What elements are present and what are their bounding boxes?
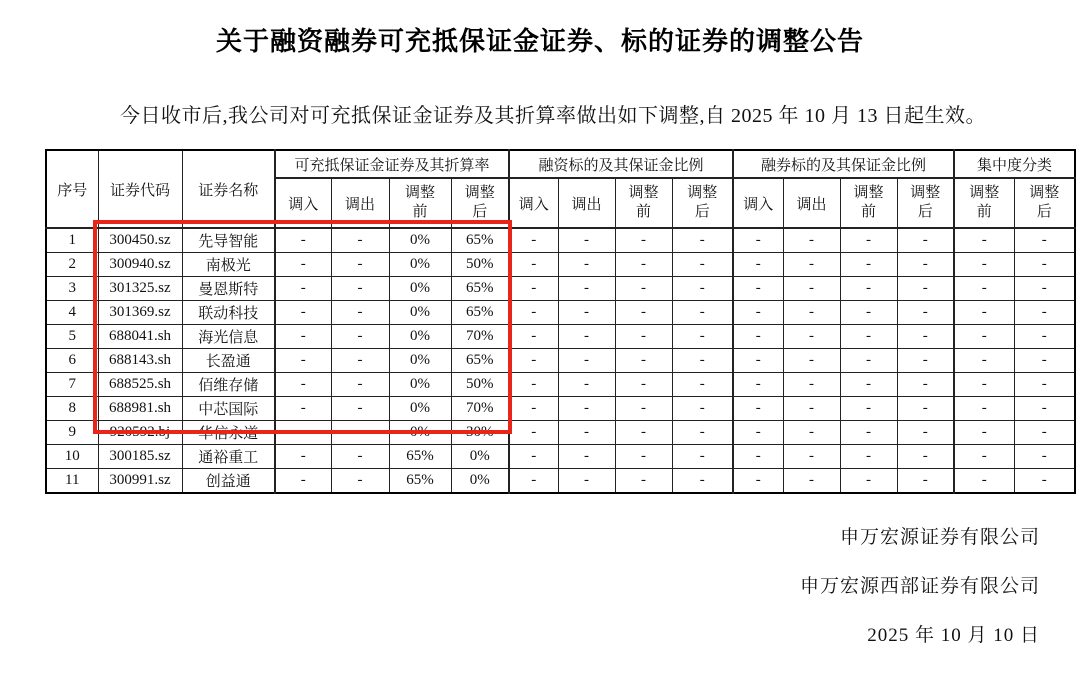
table-cell: - (840, 228, 897, 253)
table-row (46, 373, 1075, 397)
table-row (46, 228, 1075, 253)
table-row (46, 445, 1075, 469)
table-cell: 688525.sh (98, 373, 182, 397)
table-cell: - (672, 253, 733, 277)
table-cell: - (897, 277, 954, 301)
table-cell: 通裕重工 (182, 445, 275, 469)
table-header (46, 150, 1075, 228)
subcol-g4-after (1014, 178, 1075, 228)
table-cell: - (509, 301, 558, 325)
table-cell: - (558, 325, 615, 349)
table-cell: - (733, 277, 783, 301)
table-cell: 9 (46, 421, 98, 445)
table-cell: - (783, 228, 840, 253)
table-row (46, 253, 1075, 277)
table-cell: - (672, 228, 733, 253)
table-cell: - (558, 253, 615, 277)
table-cell: 佰维存储 (182, 373, 275, 397)
table-cell: 南极光 (182, 253, 275, 277)
table-cell: - (275, 397, 331, 421)
table-cell: - (733, 301, 783, 325)
table-cell: 曼恩斯特 (182, 277, 275, 301)
table-cell: - (1014, 253, 1075, 277)
table-cell: 创益通 (182, 469, 275, 494)
table-cell: 3 (46, 277, 98, 301)
header-row-groups (46, 150, 1075, 178)
table-cell: - (897, 421, 954, 445)
table-cell: 4 (46, 301, 98, 325)
table-cell: - (897, 228, 954, 253)
table-cell: - (331, 277, 389, 301)
table-cell: - (615, 397, 672, 421)
table-cell: - (897, 253, 954, 277)
table-cell: - (558, 373, 615, 397)
table-cell: - (331, 397, 389, 421)
table-cell: 65% (389, 469, 451, 494)
table-cell: - (275, 301, 331, 325)
table-cell: - (275, 325, 331, 349)
table-cell: 65% (451, 349, 509, 373)
table-cell: 0% (389, 228, 451, 253)
table-cell: 1 (46, 228, 98, 253)
table-cell: - (615, 469, 672, 494)
intro-paragraph: 今日收市后,我公司对可充抵保证金证券及其折算率做出如下调整,自 2025 年 10 月 13 日起生效。 (120, 105, 986, 127)
table-cell: - (672, 421, 733, 445)
table-cell: - (733, 421, 783, 445)
table-cell: - (954, 469, 1014, 494)
table-cell: - (733, 228, 783, 253)
table-cell: - (954, 421, 1014, 445)
table-cell: - (840, 397, 897, 421)
subcol-g2-before (615, 178, 672, 228)
table-cell: - (954, 445, 1014, 469)
table-cell: - (1014, 373, 1075, 397)
table-row (46, 301, 1075, 325)
company-line-1: 申万宏源证券有限公司 (839, 527, 1040, 548)
table-cell: - (331, 325, 389, 349)
table-cell: - (840, 349, 897, 373)
table-cell: - (840, 445, 897, 469)
table-cell: - (733, 373, 783, 397)
subcol-g2-in (509, 178, 558, 228)
table-cell: - (954, 397, 1014, 421)
subcol-label: 调整前 (969, 185, 1000, 220)
table-cell: - (275, 469, 331, 494)
subcol-g3-before (840, 178, 897, 228)
subcol-label: 调出 (571, 196, 602, 213)
announcement-page (0, 26, 1080, 646)
subcol-label: 调出 (344, 196, 375, 213)
table-cell: - (954, 277, 1014, 301)
table-cell: 300940.sz (98, 253, 182, 277)
table-cell: 70% (451, 325, 509, 349)
table-cell: 7 (46, 373, 98, 397)
table-cell: - (783, 373, 840, 397)
table-cell: - (783, 253, 840, 277)
table-cell: 688041.sh (98, 325, 182, 349)
table-cell: - (672, 277, 733, 301)
table-cell: 5 (46, 325, 98, 349)
table-cell: 8 (46, 397, 98, 421)
group-header-collateral-ratio: 可充抵保证金证券及其折算率 (275, 150, 509, 178)
table-cell: - (331, 349, 389, 373)
table-cell: - (783, 421, 840, 445)
table-cell: - (733, 469, 783, 494)
table-cell: 0% (389, 421, 451, 445)
table-cell: - (558, 445, 615, 469)
table-cell: - (509, 325, 558, 349)
table-cell: - (1014, 301, 1075, 325)
table-cell: - (558, 421, 615, 445)
group-header-concentration: 集中度分类 (954, 150, 1075, 178)
table-cell: - (897, 325, 954, 349)
table-cell: - (615, 301, 672, 325)
table-cell: - (615, 277, 672, 301)
table-cell: - (897, 349, 954, 373)
subcol-g2-after (672, 178, 733, 228)
table-cell: - (509, 253, 558, 277)
table-row (46, 421, 1075, 445)
table-cell: 10 (46, 445, 98, 469)
table-cell: 0% (389, 277, 451, 301)
table-cell: 先导智能 (182, 228, 275, 253)
table-cell: 300991.sz (98, 469, 182, 494)
table-cell: - (1014, 325, 1075, 349)
table-cell: 300185.sz (98, 445, 182, 469)
table-cell: - (509, 277, 558, 301)
table-cell: - (840, 301, 897, 325)
table-cell: - (733, 349, 783, 373)
subcol-label: 调出 (796, 196, 827, 213)
table-cell: - (1014, 228, 1075, 253)
table-cell: 0% (451, 445, 509, 469)
table-cell: - (954, 253, 1014, 277)
table-cell: 0% (389, 397, 451, 421)
table-cell: - (783, 469, 840, 494)
company-line-2: 申万宏源西部证券有限公司 (799, 576, 1040, 597)
table-cell: - (840, 469, 897, 494)
table-row (46, 277, 1075, 301)
table-cell: - (733, 325, 783, 349)
table-cell: - (558, 277, 615, 301)
subcol-g1-before (389, 178, 451, 228)
col-header-name: 证券名称 (182, 150, 275, 228)
subcol-g3-after (897, 178, 954, 228)
table-cell: - (275, 421, 331, 445)
table-cell: - (954, 301, 1014, 325)
table-cell: - (672, 445, 733, 469)
table-cell: - (275, 228, 331, 253)
table-cell: 中芯国际 (182, 397, 275, 421)
table-cell: 联动科技 (182, 301, 275, 325)
table-cell: - (275, 445, 331, 469)
subcol-label: 调入 (518, 196, 549, 213)
table-row (46, 469, 1075, 494)
table-cell: - (783, 301, 840, 325)
subcol-label: 调整后 (687, 185, 718, 220)
col-header-seq: 序号 (46, 150, 98, 228)
table-cell: - (615, 253, 672, 277)
table-cell: - (509, 445, 558, 469)
table-cell: 688981.sh (98, 397, 182, 421)
subcol-g3-out (783, 178, 840, 228)
table-cell: 0% (389, 349, 451, 373)
table-cell: - (733, 253, 783, 277)
table-cell: 70% (451, 397, 509, 421)
table-cell: - (331, 469, 389, 494)
table-cell: - (783, 325, 840, 349)
subcol-label: 调整后 (910, 185, 941, 220)
table-cell: - (331, 253, 389, 277)
table-cell: - (509, 373, 558, 397)
table-cell: - (331, 421, 389, 445)
table-cell: - (1014, 421, 1075, 445)
page-title: 关于融资融券可充抵保证金证券、标的证券的调整公告 (215, 26, 864, 56)
subcol-g1-out (331, 178, 389, 228)
table-cell: - (331, 373, 389, 397)
table-cell: - (840, 277, 897, 301)
table-cell: - (509, 469, 558, 494)
table-cell: - (840, 325, 897, 349)
table-cell: 6 (46, 349, 98, 373)
table-cell: - (331, 228, 389, 253)
table-cell: - (897, 373, 954, 397)
subcol-g4-before (954, 178, 1014, 228)
table-cell: - (1014, 445, 1075, 469)
table-cell: - (558, 301, 615, 325)
group-header-shortsell-margin: 融券标的及其保证金比例 (733, 150, 954, 178)
table-cell: 11 (46, 469, 98, 494)
table-cell: - (1014, 397, 1075, 421)
table-cell: 长盈通 (182, 349, 275, 373)
table-cell: 30% (451, 421, 509, 445)
table-cell: - (275, 277, 331, 301)
table-cell: - (1014, 469, 1075, 494)
subcol-label: 调整后 (1029, 185, 1060, 220)
table-cell: - (615, 228, 672, 253)
table-row (46, 325, 1075, 349)
table-cell: - (897, 469, 954, 494)
table-cell: - (615, 373, 672, 397)
table-cell: 0% (389, 253, 451, 277)
table-cell: - (897, 397, 954, 421)
subcol-label: 调整前 (853, 185, 884, 220)
table-cell: - (615, 421, 672, 445)
table-cell: 688143.sh (98, 349, 182, 373)
subcol-label: 调入 (288, 196, 319, 213)
col-header-code: 证券代码 (98, 150, 182, 228)
table-cell: - (954, 325, 1014, 349)
table-cell: - (509, 349, 558, 373)
table-cell: - (509, 397, 558, 421)
table-cell: - (558, 349, 615, 373)
table-cell: 65% (451, 301, 509, 325)
table-cell: - (897, 301, 954, 325)
table-cell: 300450.sz (98, 228, 182, 253)
subcol-g2-out (558, 178, 615, 228)
table-cell: - (1014, 349, 1075, 373)
table-cell: - (672, 325, 733, 349)
table-cell: - (783, 397, 840, 421)
table-cell: - (615, 349, 672, 373)
table-cell: 50% (451, 253, 509, 277)
table-cell: - (954, 349, 1014, 373)
table-cell: - (672, 373, 733, 397)
table-row (46, 349, 1075, 373)
table-cell: - (783, 349, 840, 373)
table-cell: - (558, 469, 615, 494)
table-cell: 海光信息 (182, 325, 275, 349)
table-cell: - (275, 349, 331, 373)
table-cell: - (615, 325, 672, 349)
subcol-g1-after (451, 178, 509, 228)
table-cell: - (733, 445, 783, 469)
subcol-label: 调整前 (628, 185, 659, 220)
table-cell: - (840, 253, 897, 277)
table-cell: - (509, 421, 558, 445)
signature-block (800, 527, 1040, 674)
table-cell: 65% (451, 277, 509, 301)
table-cell: - (672, 469, 733, 494)
table-cell: 65% (451, 228, 509, 253)
table-cell: 65% (389, 445, 451, 469)
table-cell: - (331, 301, 389, 325)
table-cell: - (672, 397, 733, 421)
table-row (46, 397, 1075, 421)
table-cell: - (733, 397, 783, 421)
table-cell: 0% (451, 469, 509, 494)
date-line: 2025 年 10 月 10 日 (867, 625, 1040, 646)
table-cell: - (840, 373, 897, 397)
adjustment-table-wrap (45, 149, 1074, 494)
table-cell: 301325.sz (98, 277, 182, 301)
table-cell: 0% (389, 373, 451, 397)
subcol-label: 调整前 (404, 185, 435, 220)
table-cell: - (954, 228, 1014, 253)
table-cell: 0% (389, 325, 451, 349)
subcol-g1-in (275, 178, 331, 228)
table-cell: - (672, 349, 733, 373)
table-cell: - (275, 253, 331, 277)
table-cell: - (840, 421, 897, 445)
table-cell: - (1014, 277, 1075, 301)
table-cell: - (331, 445, 389, 469)
table-cell: - (897, 445, 954, 469)
table-cell: - (509, 228, 558, 253)
table-cell: - (275, 373, 331, 397)
table-cell: - (783, 445, 840, 469)
table-cell: - (558, 397, 615, 421)
table-cell: 0% (389, 301, 451, 325)
subcol-g3-in (733, 178, 783, 228)
adjustment-table (45, 149, 1076, 494)
subcol-label: 调整后 (464, 185, 495, 220)
table-cell: 301369.sz (98, 301, 182, 325)
table-body (46, 228, 1075, 493)
table-cell: - (672, 301, 733, 325)
table-cell: 2 (46, 253, 98, 277)
table-cell: - (558, 228, 615, 253)
group-header-financing-margin: 融资标的及其保证金比例 (509, 150, 733, 178)
table-cell: 50% (451, 373, 509, 397)
subcol-label: 调入 (743, 196, 774, 213)
table-cell: 920592.bj (98, 421, 182, 445)
table-cell: 华信永道 (182, 421, 275, 445)
table-cell: - (954, 373, 1014, 397)
table-cell: - (615, 445, 672, 469)
table-cell: - (783, 277, 840, 301)
